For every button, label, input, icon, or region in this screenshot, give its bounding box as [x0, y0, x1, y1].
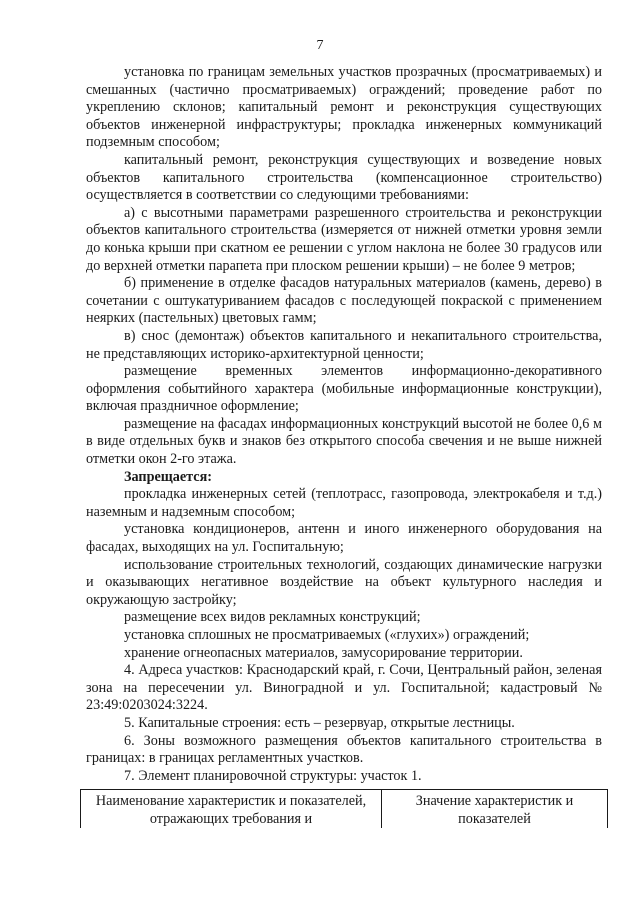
prohibited-heading: Запрещается:	[124, 468, 212, 485]
paragraph: хранение огнеопасных материалов, замусорирование территории.	[124, 644, 523, 661]
paragraph: размещение временных элементов информационно-декоративного оформления событийного характера (мобильные информационные конструкции), включая праздничное оформление;	[86, 363, 602, 415]
table-header-cell: Значение характеристик и показателей	[382, 790, 608, 829]
characteristics-table	[80, 789, 608, 828]
document-body	[86, 64, 602, 785]
paragraph: 6. Зоны возможного размещения объектов капитального строительства в границах: в границах регламентных участков.	[86, 732, 602, 767]
paragraph: установка сплошных не просматриваемых («глухих») ограждений;	[124, 627, 530, 643]
paragraph: 5. Капитальные строения: есть – резервуар, открытые лестницы.	[124, 714, 515, 731]
paragraph: установка кондиционеров, антенн и иного инженерного оборудования на фасадах, выходящих на ул. Госпитальную;	[86, 521, 602, 556]
paragraph: в) снос (демонтаж) объектов капитального и некапитального строительства, не представляющих историко-архитектурной ценности;	[86, 327, 602, 362]
paragraph: размещение всех видов рекламных конструкций;	[124, 609, 421, 626]
paragraph: использование строительных технологий, создающих динамические нагрузки и оказывающих негативное воздействие на объект культурного наследия и окружающую застройку;	[86, 556, 602, 608]
table-header-cell: Наименование характеристик и показателей, отражающих требования и	[81, 790, 382, 829]
paragraph: б) применение в отделке фасадов натуральных материалов (камень, дерево) в сочетании с оштукатуриванием фасадов с последующей покраской с применением неярких (пастельных) цветовых гамм;	[86, 275, 602, 327]
table-header-row	[81, 790, 608, 829]
paragraph: капитальный ремонт, реконструкция существующих и возведение новых объектов капитального строительства (компенсационное строительство) осуществляется в соответствии со следующими требованиями:	[86, 151, 602, 204]
paragraph: прокладка инженерных сетей (теплотрасс, газопровода, электрокабеля и т.д.) наземным и надземным способом;	[86, 486, 602, 520]
paragraph: 4. Адреса участков: Краснодарский край, г. Сочи, Центральный район, зеленая зона на пересечении ул. Виноградной и ул. Госпитальной; кадастровый № 23:49:0203024:3224.	[86, 662, 602, 714]
paragraph: а) с высотными параметрами разрешенного строительства и реконструкции объектов капитального строительства (измеряется от нижней отметки уровня земли до конька крыши при скатном ее решении с углом наклона не более 30 градусов или до верхней отметки парапета при плоском решении крыши) – не более 9 метров;	[86, 204, 602, 274]
paragraph: 7. Элемент планировочной структуры: участок 1.	[124, 767, 422, 784]
page-number: 7	[316, 38, 324, 53]
paragraph: установка по границам земельных участков прозрачных (просматриваемых) и смешанных (частично просматриваемых) ограждений; проведение работ по укреплению склонов; капитальный ремонт и реконструкция существующих объектов инженерной инфраструктуры; прокладка инженерных коммуникаций подземным способом;	[86, 64, 602, 151]
paragraph: размещение на фасадах информационных конструкций высотой не более 0,6 м в виде отдельных букв и знаков без открытого способа свечения и не выше нижней отметки окон 2-го этажа.	[86, 415, 602, 468]
